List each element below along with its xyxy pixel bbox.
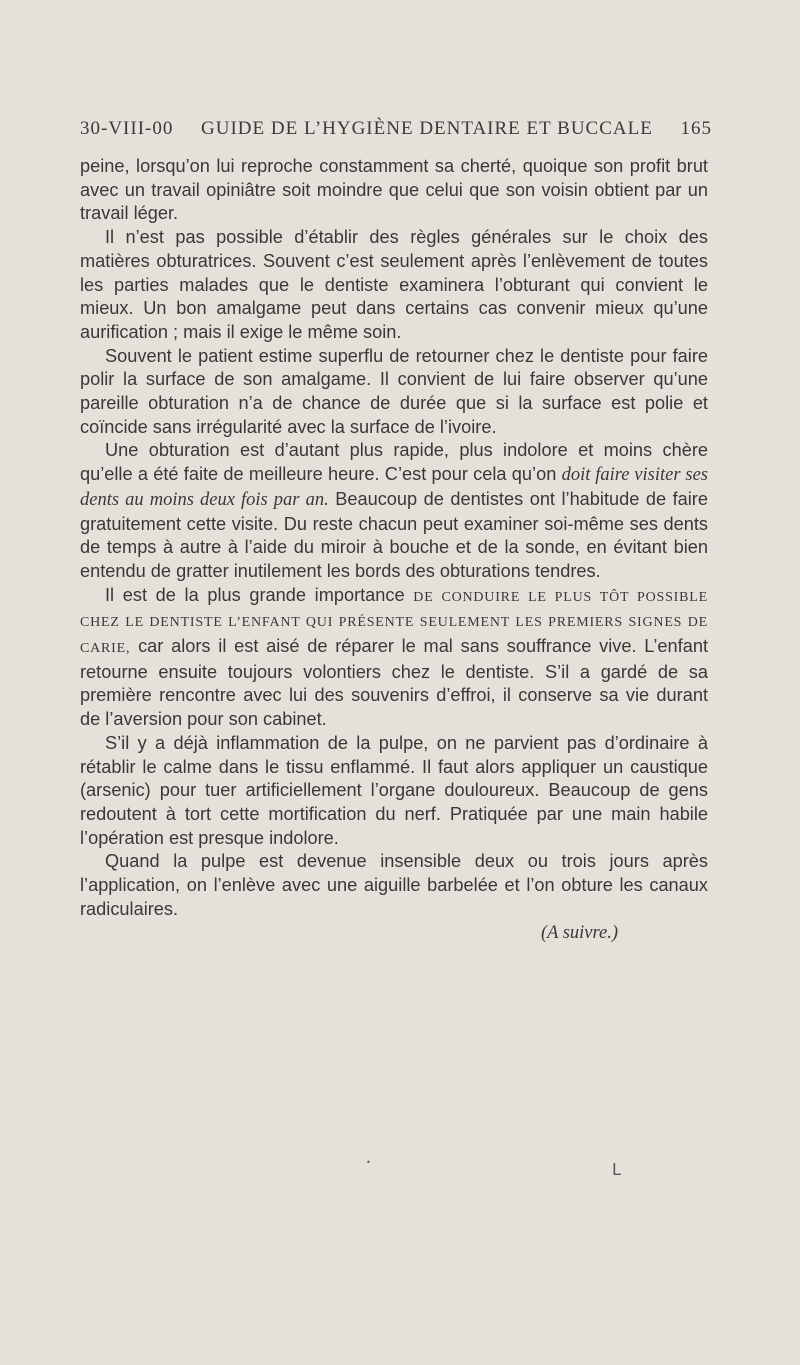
header-date: 30-VIII-00 bbox=[80, 118, 174, 139]
paragraph-5-text-a: Il est de la plus grande importance bbox=[105, 584, 405, 605]
paragraph-6: S’il y a déjà inflammation de la pulpe, on ne parvient pas d’ordinaire à rétablir le calme dans le tissu enflammé. Il faut alors appliquer un caustique (arsenic) pour tuer artificiellement l’organe douloureux. Beaucoup de gens redoutent à tort cette mortification du nerf. Pratiquée par une main habile l’opération est presque indolore. bbox=[80, 732, 708, 848]
paragraph-5-text-b: car alors il est aisé de réparer le mal sans souffrance vive. L’enfant retourne ensuite toujours volontiers chez le dentiste. S’il a gardé de sa première rencontre avec lui des souvenirs d’effroi, il conserve sa vie durant de l’aversion pour son cabinet. bbox=[80, 636, 708, 730]
stray-mark-icon: ᒪ bbox=[612, 1160, 621, 1179]
paragraph-4-italic: doit faire visiter ses dents au moins deux fois par an. bbox=[80, 465, 708, 510]
paragraph-5-small-caps: DE CONDUIRE LE PLUS TÔT POSSIBLE CHEZ LE DENTISTE L’ENFANT QUI PRÉSENTE SEULEMENT LES PREMIERS SIGNES DE CARIE, bbox=[80, 589, 708, 657]
paragraph-4-text-a: Une obturation est d’autant plus rapide, plus indolore et moins chère qu’elle a été faite de meilleure heure. C’est pour cela qu’on bbox=[80, 440, 708, 485]
to-be-continued: (A suivre.) bbox=[540, 922, 618, 943]
paragraph-2: Il n’est pas possible d’établir des règles générales sur le choix des matières obturatrices. Souvent c’est seulement après l’enlèvement de toutes les parties malades que le dentiste examinera l’obturant qui convient le mieux. Un bon amalgame peut dans certains cas convenir mieux qu’une aurification ; mais il exige le même soin. bbox=[80, 227, 708, 342]
paragraph-5 bbox=[80, 584, 708, 732]
body-text bbox=[80, 155, 708, 945]
paragraph-4 bbox=[80, 439, 708, 583]
paragraph-7: Quand la pulpe est devenue insensible deux ou trois jours après l’application, on l’enlève avec une aiguille barbelée et l’on obture les canaux radiculaires. bbox=[80, 851, 708, 919]
speck-dot-icon: • bbox=[366, 1158, 371, 1167]
paragraph-3: Souvent le patient estime superflu de retourner chez le dentiste pour faire polir la surface de son amalgame. Il convient de lui faire observer qu’une pareille obturation n’a de chance de durée que si la surface est polie et coïncide sans irrégularité avec la surface de l’ivoire. bbox=[80, 345, 708, 437]
paragraph-4-text-b: Beaucoup de dentistes ont l’habitude de faire gratuitement cette visite. Du reste chacun peut examiner soi-même ses dents de temps à autre à l’aide du miroir à bouche et de la sonde, en évitant bien entendu de gratter inutilement les bords des obturations tendres. bbox=[80, 488, 708, 581]
running-header bbox=[80, 118, 712, 140]
paragraph-1: peine, lorsqu’on lui reproche constamment sa cherté, quoique son profit brut avec un travail opiniâtre soit moindre que celui que son voisin obtient par un travail léger. bbox=[80, 156, 708, 224]
page-number: 165 bbox=[680, 118, 712, 139]
header-title: GUIDE DE L’HYGIÈNE DENTAIRE ET BUCCALE bbox=[201, 118, 653, 139]
